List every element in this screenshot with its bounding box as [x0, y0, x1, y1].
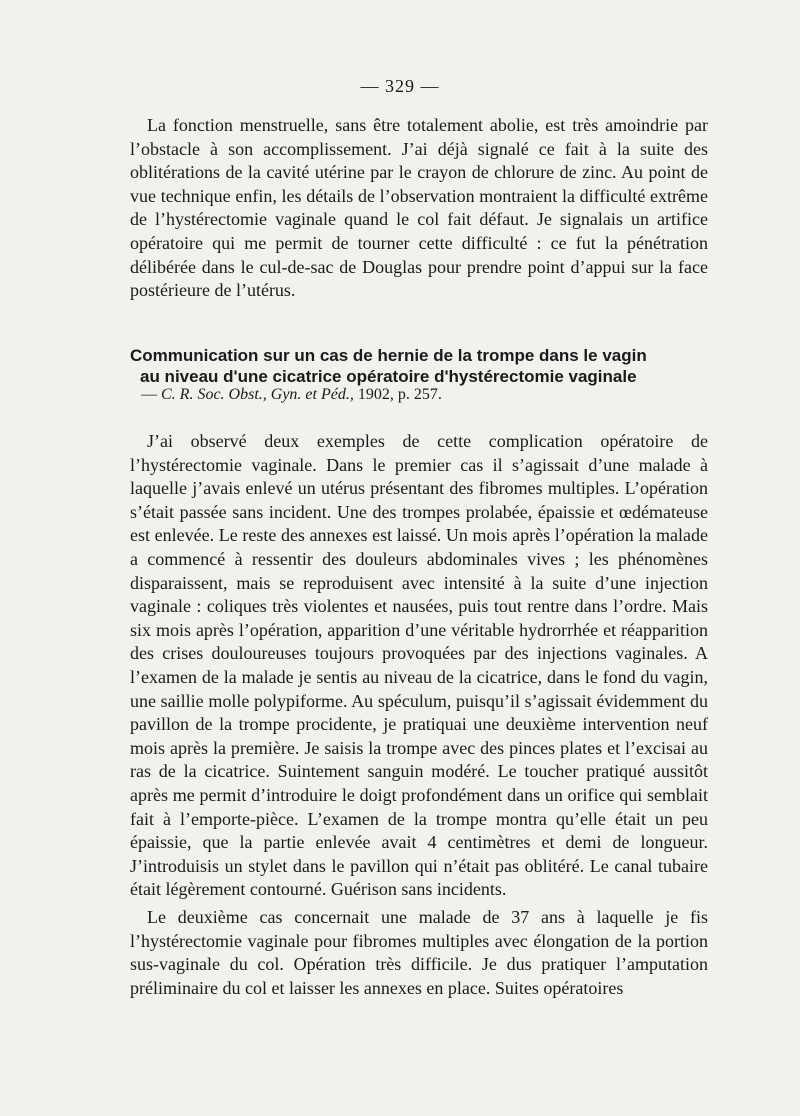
paragraph-2: J’ai observé deux exemples de cette complication opératoire de l’hystérectomie vaginale. Dans le premier cas il s’agissait d’une malade à laquelle j’avais enlevé un utérus présentant des fibromes multiples. L’opération s’était passée sans incident. Une des trompes prolabée, épaissie et œdémateuse est enlevée. Le reste des annexes est laissé. Un mois après l’opération la malade a commencé à ressentir des douleurs abdominales vives ; les phénomènes disparaissent, mais se reproduisent avec intensité à la suite d’une injection vaginale : coliques très violentes et nausées, puis tout rentre dans l’ordre. Mais six mois après l’opération, apparition d’une véritable hydrorrhée et réapparition des crises douloureuses toujours provoquées par des injections vaginales. A l’examen de la malade je sentis au niveau de la cicatrice, dans le fond du vagin, une saillie molle polypiforme. Au spéculum, puisqu’il s’agissait évidemment du pavillon de la trompe procidente, je pratiquai une deuxième intervention neuf mois après la première. Je saisis la trompe avec des pinces plates et l’excisai au ras de la cicatrice. Suintement sanguin modéré. Le toucher pratiqué aussitôt après me permit d’introduire le doigt profondément dans un orifice qui semblait fait à l’emporte-pièce. L’examen de la trompe montra qu’elle était un peu épaissie, que la partie enlevée avait 4 centimètres et demi de longueur. J’introduisis un stylet dans le pavillon qui n’était pas oblitéré. Le canal tubaire était légèrement contourné. Guérison sans incidents. [130, 431, 708, 900]
paragraph-3: Le deuxième cas concernait une malade de 37 ans à laquelle je fis l’hystérectomie vaginale pour fibromes multiples avec élongation de la portion sus-vaginale du col. Opération très difficile. Je dus pratiquer l’amputation préliminaire du col et laisser les annexes en place. Suites opératoires [130, 907, 708, 998]
citation-rest: 1902, p. 257. [353, 386, 442, 403]
citation-journal: C. R. Soc. Obst., Gyn. et Péd., [161, 386, 354, 403]
section-title-line-1: Communication sur un cas de hernie de la trompe dans le vagin [130, 346, 647, 365]
citation [141, 385, 442, 405]
paragraph-1: La fonction menstruelle, sans être totalement abolie, est très amoindrie par l’obstacle à son accomplissement. J’ai déjà signalé ce fait à la suite des oblitérations de la cavité utérine par le crayon de chlorure de zinc. Au point de vue technique enfin, les détails de l’observation montraient la difficulté extrême de l’hystérectomie vaginale quand le col fait défaut. Je signalais un artifice opératoire qui me permit de tourner cette difficulté : ce fut la pénétration délibérée dans le cul-de-sac de Douglas pour prendre point d’appui sur la face postérieure de l’utérus. [130, 115, 708, 301]
section-title-line-2: au niveau d'une cicatrice opératoire d'hystérectomie vaginale [140, 367, 637, 386]
page-number: — 329 — [360, 76, 440, 96]
section-heading [130, 345, 720, 387]
citation-prefix: — [141, 386, 161, 403]
text-block-3 [130, 906, 708, 1000]
text-block-2 [130, 430, 708, 902]
text-block-1 [130, 114, 708, 303]
